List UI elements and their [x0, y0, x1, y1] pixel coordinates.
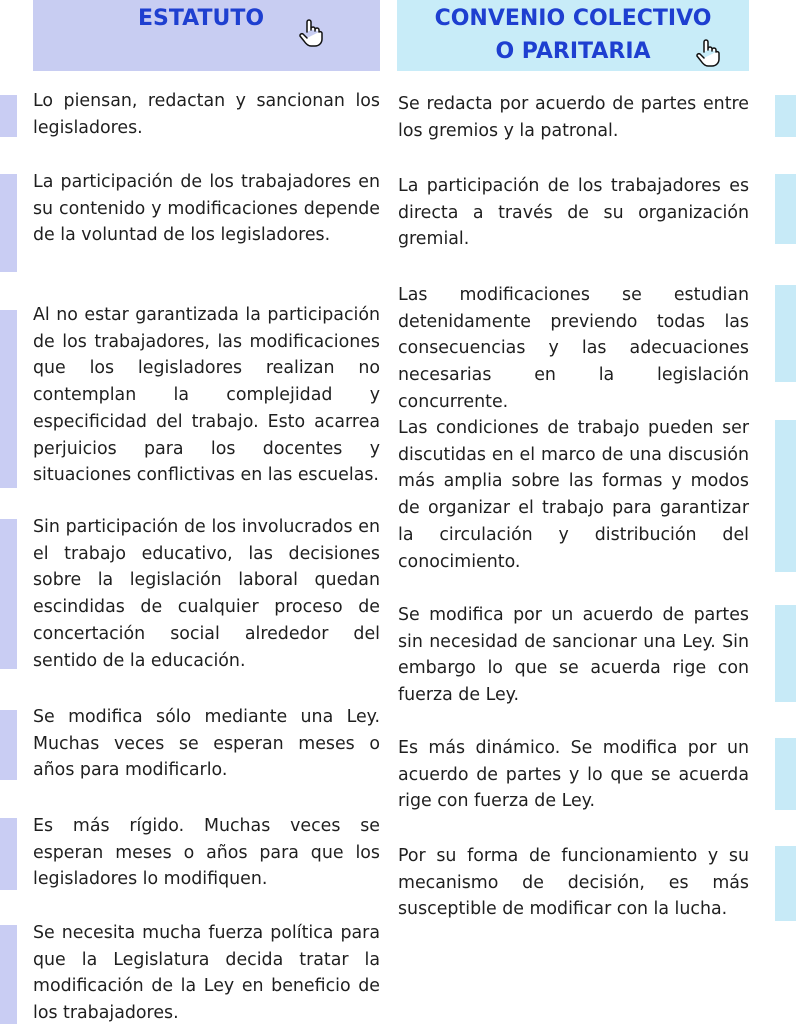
right-margin-bar: [775, 95, 796, 137]
convenio-header: [397, 0, 749, 71]
left-margin-bar: [0, 818, 17, 890]
left-margin-bar: [0, 519, 17, 669]
convenio-paragraph: Es más dinámico. Se modifica por un acuerdo de partes y lo que se acuerda rige con fuerza de Ley.: [398, 738, 749, 812]
estatuto-paragraph: Se modifica sólo mediante una Ley. Muchas veces se esperan meses o años para modificarlo.: [33, 707, 380, 781]
convenio-paragraph: Se redacta por acuerdo de partes entre los gremios y la patronal.: [398, 94, 749, 141]
estatuto-paragraph: Lo piensan, redactan y sancionan los legisladores.: [33, 91, 380, 138]
pointer-hand-icon: [298, 18, 324, 48]
left-margin-bar: [0, 95, 17, 137]
estatuto-paragraph: Es más rígido. Muchas veces se esperan meses o años para que los legisladores lo modifiquen.: [33, 816, 380, 890]
estatuto-paragraph: Se necesita mucha fuerza política para que la Legislatura decida tratar la modificación de la Ley en beneficio de los trabajadores.: [33, 923, 380, 1024]
convenio-paragraph: Por su forma de funcionamiento y su mecanismo de decisión, es más susceptible de modificar con la lucha.: [398, 846, 749, 920]
convenio-paragraph: Las modificaciones se estudian detenidamente previendo todas las consecuencias y las adecuaciones necesarias en la legislación concurrente.: [398, 285, 749, 412]
convenio-title-line1: CONVENIO COLECTIVO: [434, 6, 712, 31]
convenio-title-line2: O PARITARIA: [495, 39, 651, 64]
right-margin-bar: [775, 420, 796, 572]
left-margin-bar: [0, 710, 17, 780]
convenio-paragraph: Se modifica por un acuerdo de partes sin necesidad de sancionar una Ley. Sin embargo lo que se acuerda rige con fuerza de Ley.: [398, 605, 749, 706]
convenio-paragraph: Las condiciones de trabajo pueden ser discutidas en el marco de una discusión más amplia sobre las formas y modos de organizar el trabajo para garantizar la circulación y distribución del conocimiento.: [398, 418, 749, 572]
convenio-paragraph: La participación de los trabajadores es directa a través de su organización gremial.: [398, 176, 749, 250]
right-margin-bar: [775, 285, 796, 382]
right-margin-bar: [775, 605, 796, 702]
estatuto-paragraph: Al no estar garantizada la participación de los trabajadores, las modificaciones que los legisladores realizan no contemplan la complejidad y especificidad del trabajo. Esto acarrea perjuicios para los docentes y situaciones conflictivas en las escuelas.: [33, 305, 380, 486]
estatuto-title: ESTATUTO: [138, 6, 265, 31]
right-margin-bar: [775, 738, 796, 810]
pointer-hand-icon: [695, 38, 721, 68]
estatuto-paragraph: Sin participación de los involucrados en el trabajo educativo, las decisiones sobre la legislación laboral quedan escindidas de cualquier proceso de concertación social alrededor del sentido de la educación.: [33, 517, 380, 671]
left-margin-bar: [0, 925, 17, 1024]
estatuto-header: [33, 0, 380, 71]
estatuto-paragraph: La participación de los trabajadores en su contenido y modificaciones depende de la voluntad de los legisladores.: [33, 172, 380, 246]
right-margin-bar: [775, 174, 796, 244]
left-margin-bar: [0, 310, 17, 488]
right-margin-bar: [775, 846, 796, 921]
left-margin-bar: [0, 174, 17, 272]
